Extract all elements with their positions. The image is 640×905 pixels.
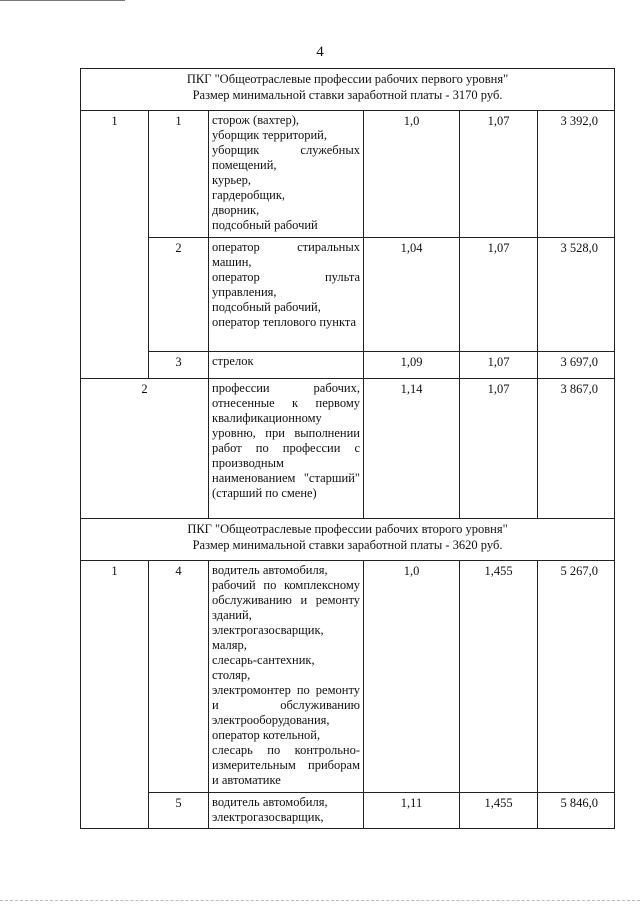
salary-amount: 5 846,0 <box>538 793 615 829</box>
coefficient-1: 1,04 <box>364 238 460 352</box>
coefficient-1: 1,09 <box>364 352 460 379</box>
top-rule <box>0 0 125 1</box>
sub-level: 2 <box>149 238 209 352</box>
qualification-level: 2 <box>81 379 209 519</box>
section-title: ПКГ "Общеотраслевые профессии рабочих второго уровня" <box>187 522 508 536</box>
professions-list: водитель автомобиля, электрогазосварщик, <box>209 793 364 829</box>
professions-list: профессии рабочих, отнесенные к первому квалификационному уровню, при выполнении работ по профессии с производным наименованием "старший" (старший по смене) <box>209 379 364 519</box>
sub-level: 4 <box>149 561 209 793</box>
table-row <box>81 561 615 793</box>
salary-amount: 3 528,0 <box>538 238 615 352</box>
salary-amount: 5 267,0 <box>538 561 615 793</box>
coefficient-1: 1,14 <box>364 379 460 519</box>
section-header <box>81 69 615 111</box>
salary-amount: 3 697,0 <box>538 352 615 379</box>
professions-list: водитель автомобиля, рабочий по комплексному обслуживанию и ремонту зданий, электрогазосварщик, маляр, слесарь-сантехник, столяр, электромонтер по ремонту и обслуживанию электрооборудования, оператор котельной, слесарь по контрольно-измерительным приборам и автоматике <box>209 561 364 793</box>
table-row <box>81 379 615 519</box>
section-header-row <box>81 69 615 111</box>
section-header-row <box>81 519 615 561</box>
coefficient-2: 1,455 <box>460 793 538 829</box>
qualification-level: 1 <box>81 561 149 829</box>
professions-list: оператор стиральных машин, оператор пульта управления, подсобный рабочий, оператор теплового пункта <box>209 238 364 352</box>
sub-level: 5 <box>149 793 209 829</box>
table-row <box>81 238 615 352</box>
sub-level: 3 <box>149 352 209 379</box>
page-number: 4 <box>316 44 324 60</box>
salary-table <box>80 68 615 829</box>
professions-list: стрелок <box>209 352 364 379</box>
coefficient-1: 1,0 <box>364 561 460 793</box>
section-title: ПКГ "Общеотраслевые профессии рабочих первого уровня" <box>186 72 509 86</box>
table-row <box>81 793 615 829</box>
coefficient-2: 1,07 <box>460 379 538 519</box>
coefficient-2: 1,07 <box>460 111 538 238</box>
bottom-rule <box>0 900 640 901</box>
section-header <box>81 519 615 561</box>
coefficient-2: 1,07 <box>460 238 538 352</box>
table-row <box>81 111 615 238</box>
sub-level: 1 <box>149 111 209 238</box>
salary-amount: 3 392,0 <box>538 111 615 238</box>
professions-list: сторож (вахтер), уборщик территорий, уборщик служебных помещений, курьер, гардеробщик, дворник, подсобный рабочий <box>209 111 364 238</box>
coefficient-2: 1,07 <box>460 352 538 379</box>
coefficient-1: 1,0 <box>364 111 460 238</box>
salary-amount: 3 867,0 <box>538 379 615 519</box>
table-row <box>81 352 615 379</box>
qualification-level: 1 <box>81 111 149 379</box>
section-min-rate: Размер минимальной ставки заработной платы - 3170 руб. <box>192 88 503 102</box>
coefficient-2: 1,455 <box>460 561 538 793</box>
coefficient-1: 1,11 <box>364 793 460 829</box>
section-min-rate: Размер минимальной ставки заработной платы - 3620 руб. <box>192 538 503 552</box>
